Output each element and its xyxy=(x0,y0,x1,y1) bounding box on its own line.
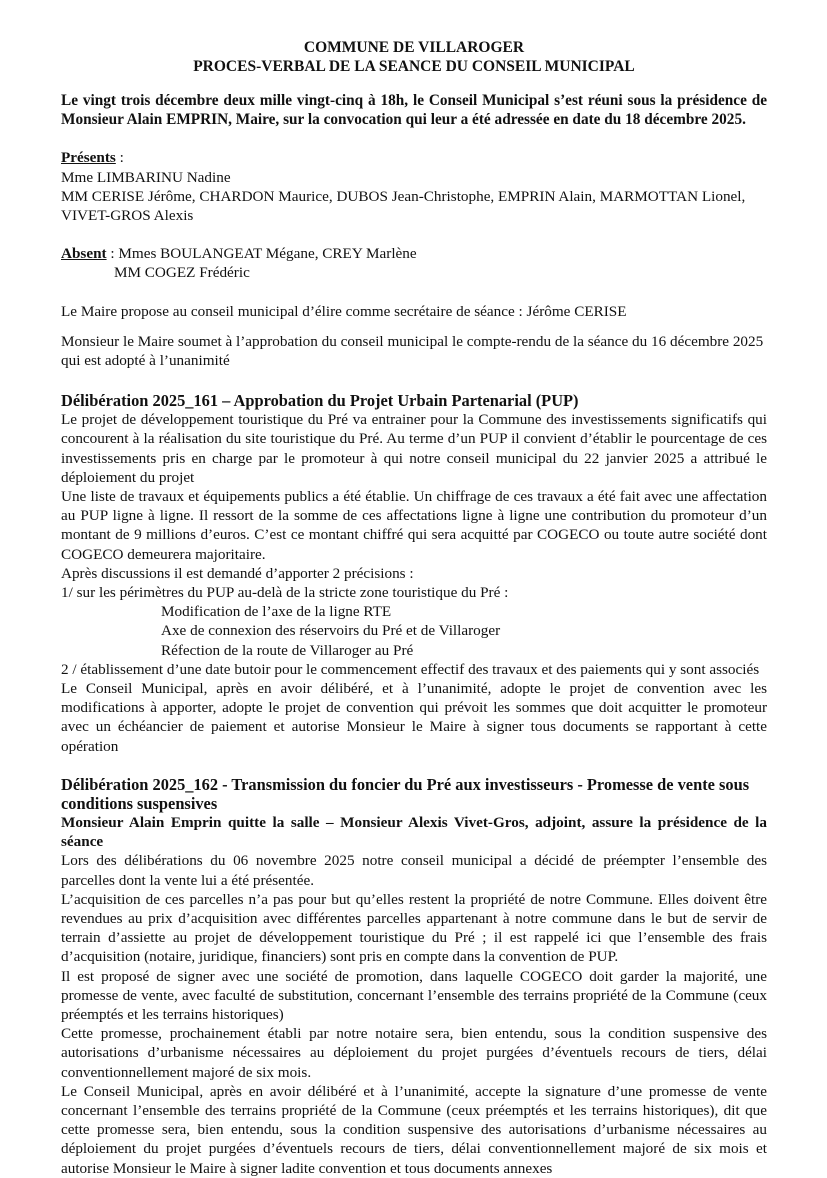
present-label-suffix: : xyxy=(115,149,124,167)
deliberation-paragraph: Il est proposé de signer avec une société de promotion, dans laquelle COGECO doit garder la majorité, une promesse de vente, avec faculté de substitution, concernant l’ensemble des terrains propriété de la Commune (ceux préemptés et les terrains historiques) xyxy=(61,967,767,1023)
document-page xyxy=(61,38,767,1178)
attendees-present xyxy=(61,148,767,225)
present-line: MM CERISE Jérôme, CHARDON Maurice, DUBOS Jean-Christophe, EMPRIN Alain, MARMOTTAN Lionel, xyxy=(61,187,746,205)
deliberation-paragraph: L’acquisition de ces parcelles n’a pas pour but qu’elles restent la propriété de notre Commune. Elles doivent être revendues au prix d’acquisition avec différentes parcelles appartenant à notre commune dans le but de servir de terrain d’assiette au projet de développement touristique du Pré ; il est rappelé ici que l’ensemble des frais d’acquisition (notaire, juridique, financiers) sont pris en compte dans la convention de PUP. xyxy=(61,890,767,966)
precision-sub-item: Réfection de la route de Villaroger au Pré xyxy=(161,641,414,659)
precision-point-2: 2 / établissement d’une date butoir pour le commencement effectif des travaux et des paiements qui y sont associés xyxy=(61,660,760,678)
absent-line: Mmes BOULANGEAT Mégane, CREY Marlène xyxy=(118,245,417,263)
present-line: VIVET-GROS Alexis xyxy=(61,207,194,225)
commune-name: COMMUNE DE VILLAROGER xyxy=(303,39,525,56)
present-line: Mme LIMBARINU Nadine xyxy=(61,168,231,186)
deliberation-title: Délibération 2025_161 – Approbation du Projet Urbain Partenarial (PUP) xyxy=(61,391,579,411)
present-heading xyxy=(61,148,767,167)
deliberation-title: Délibération 2025_162 - Transmission du foncier du Pré aux investisseurs - Promesse de vente sous conditions suspensives xyxy=(61,774,750,813)
deliberation-paragraph: Le projet de développement touristique du Pré va entrainer pour la Commune des investissements significatifs qui concourent à la réalisation du site touristique du Pré. Au terme d’un PUP il convient d’établir le pourcentage de ces investissements pris en charge par le promoteur à qui notre conseil municipal du 22 janvier 2025 a attribué le déploiement du projet xyxy=(61,411,767,486)
present-label: Présents xyxy=(61,149,116,167)
deliberation-decision: Le Conseil Municipal, après en avoir délibéré, et à l’unanimité, adopte le projet de convention avec les modifications à apporter, adopte le projet de convention qui prévoit les sommes que doit acquitter le promoteur avec un échéancier de paiement et autorise Monsieur le Maire à signer tous documents se rapportant à cette opération xyxy=(61,680,767,755)
absent-line: MM COGEZ Frédéric xyxy=(114,264,250,282)
absent-label: Absent xyxy=(61,245,107,263)
absent-heading xyxy=(61,244,767,263)
deliberation-2025-161 xyxy=(61,391,767,756)
deliberation-paragraph: Après discussions il est demandé d’apporter 2 précisions : xyxy=(61,564,414,582)
meeting-intro: Le vingt trois décembre deux mille vingt-cinq à 18h, le Conseil Municipal s’est réuni sous la présidence de Monsieur Alain EMPRIN, Maire, sur la convocation qui leur a été adressée en date du 18 décembre 2025. xyxy=(61,92,767,129)
deliberation-paragraph: Cette promesse, prochainement établi par notre notaire sera, bien entendu, sous la condition suspensive des autorisations d’urbanisme nécessaires au déploiement du projet purgées d’éventuels recours de tiers, délai conventionnellement majoré de six mois. xyxy=(61,1025,767,1081)
deliberation-decision: Le Conseil Municipal, après en avoir délibéré et à l’unanimité, accepte la signature d’une promesse de vente concernant l’ensemble des terrains propriété de la Commune (ceux préemptés et les terrains historiques), dit que cette promesse sera, bien entendu, sous la condition suspensive des autorisations d’urbanisme nécessaires au déploiement du projet purgées d’éventuels recours de tiers, délai conventionnellement majoré de six mois et autorise Monsieur le Maire à signer ladite convention et tous documents annexes xyxy=(61,1082,767,1177)
precision-sub-item: Axe de connexion des réservoirs du Pré et de Villaroger xyxy=(161,622,501,640)
deliberation-paragraph: Une liste de travaux et équipements publics a été établie. Un chiffrage de ces travaux a été fait avec une affectation au PUP ligne à ligne. Il ressort de la somme de ces affectations ligne à ligne une contribution du promoteur d’un montant de 9 millions d’euros. C’est ce montant chiffré qui sera acquitté par COGECO ou toute autre société dont COGECO demeurera majoritaire. xyxy=(61,488,767,563)
absent-label-suffix: : xyxy=(106,245,119,263)
precision-sub-item: Modification de l’axe de la ligne RTE xyxy=(161,603,392,621)
minutes-approval: Monsieur le Maire soumet à l’approbation du conseil municipal le compte-rendu de la séance du 16 décembre 2025 qui est adopté à l’unanimité xyxy=(61,332,764,370)
secretary-designation: Le Maire propose au conseil municipal d’élire comme secrétaire de séance : Jérôme CERISE xyxy=(61,302,627,320)
attendees-absent xyxy=(61,244,767,282)
deliberation-paragraph: Lors des délibérations du 06 novembre 2025 notre conseil municipal a décidé de préempter l’ensemble des parcelles dont la vente lui a été présentée. xyxy=(61,852,767,889)
deliberation-2025-162 xyxy=(61,775,767,1178)
document-title: PROCES-VERBAL DE LA SEANCE DU CONSEIL MUNICIPAL xyxy=(193,58,635,75)
precision-point-1: 1/ sur les périmètres du PUP au-delà de la stricte zone touristique du Pré : xyxy=(61,584,509,602)
presidency-note: Monsieur Alain Emprin quitte la salle – Monsieur Alexis Vivet-Gros, adjoint, assure la présidence de la séance xyxy=(61,813,767,851)
